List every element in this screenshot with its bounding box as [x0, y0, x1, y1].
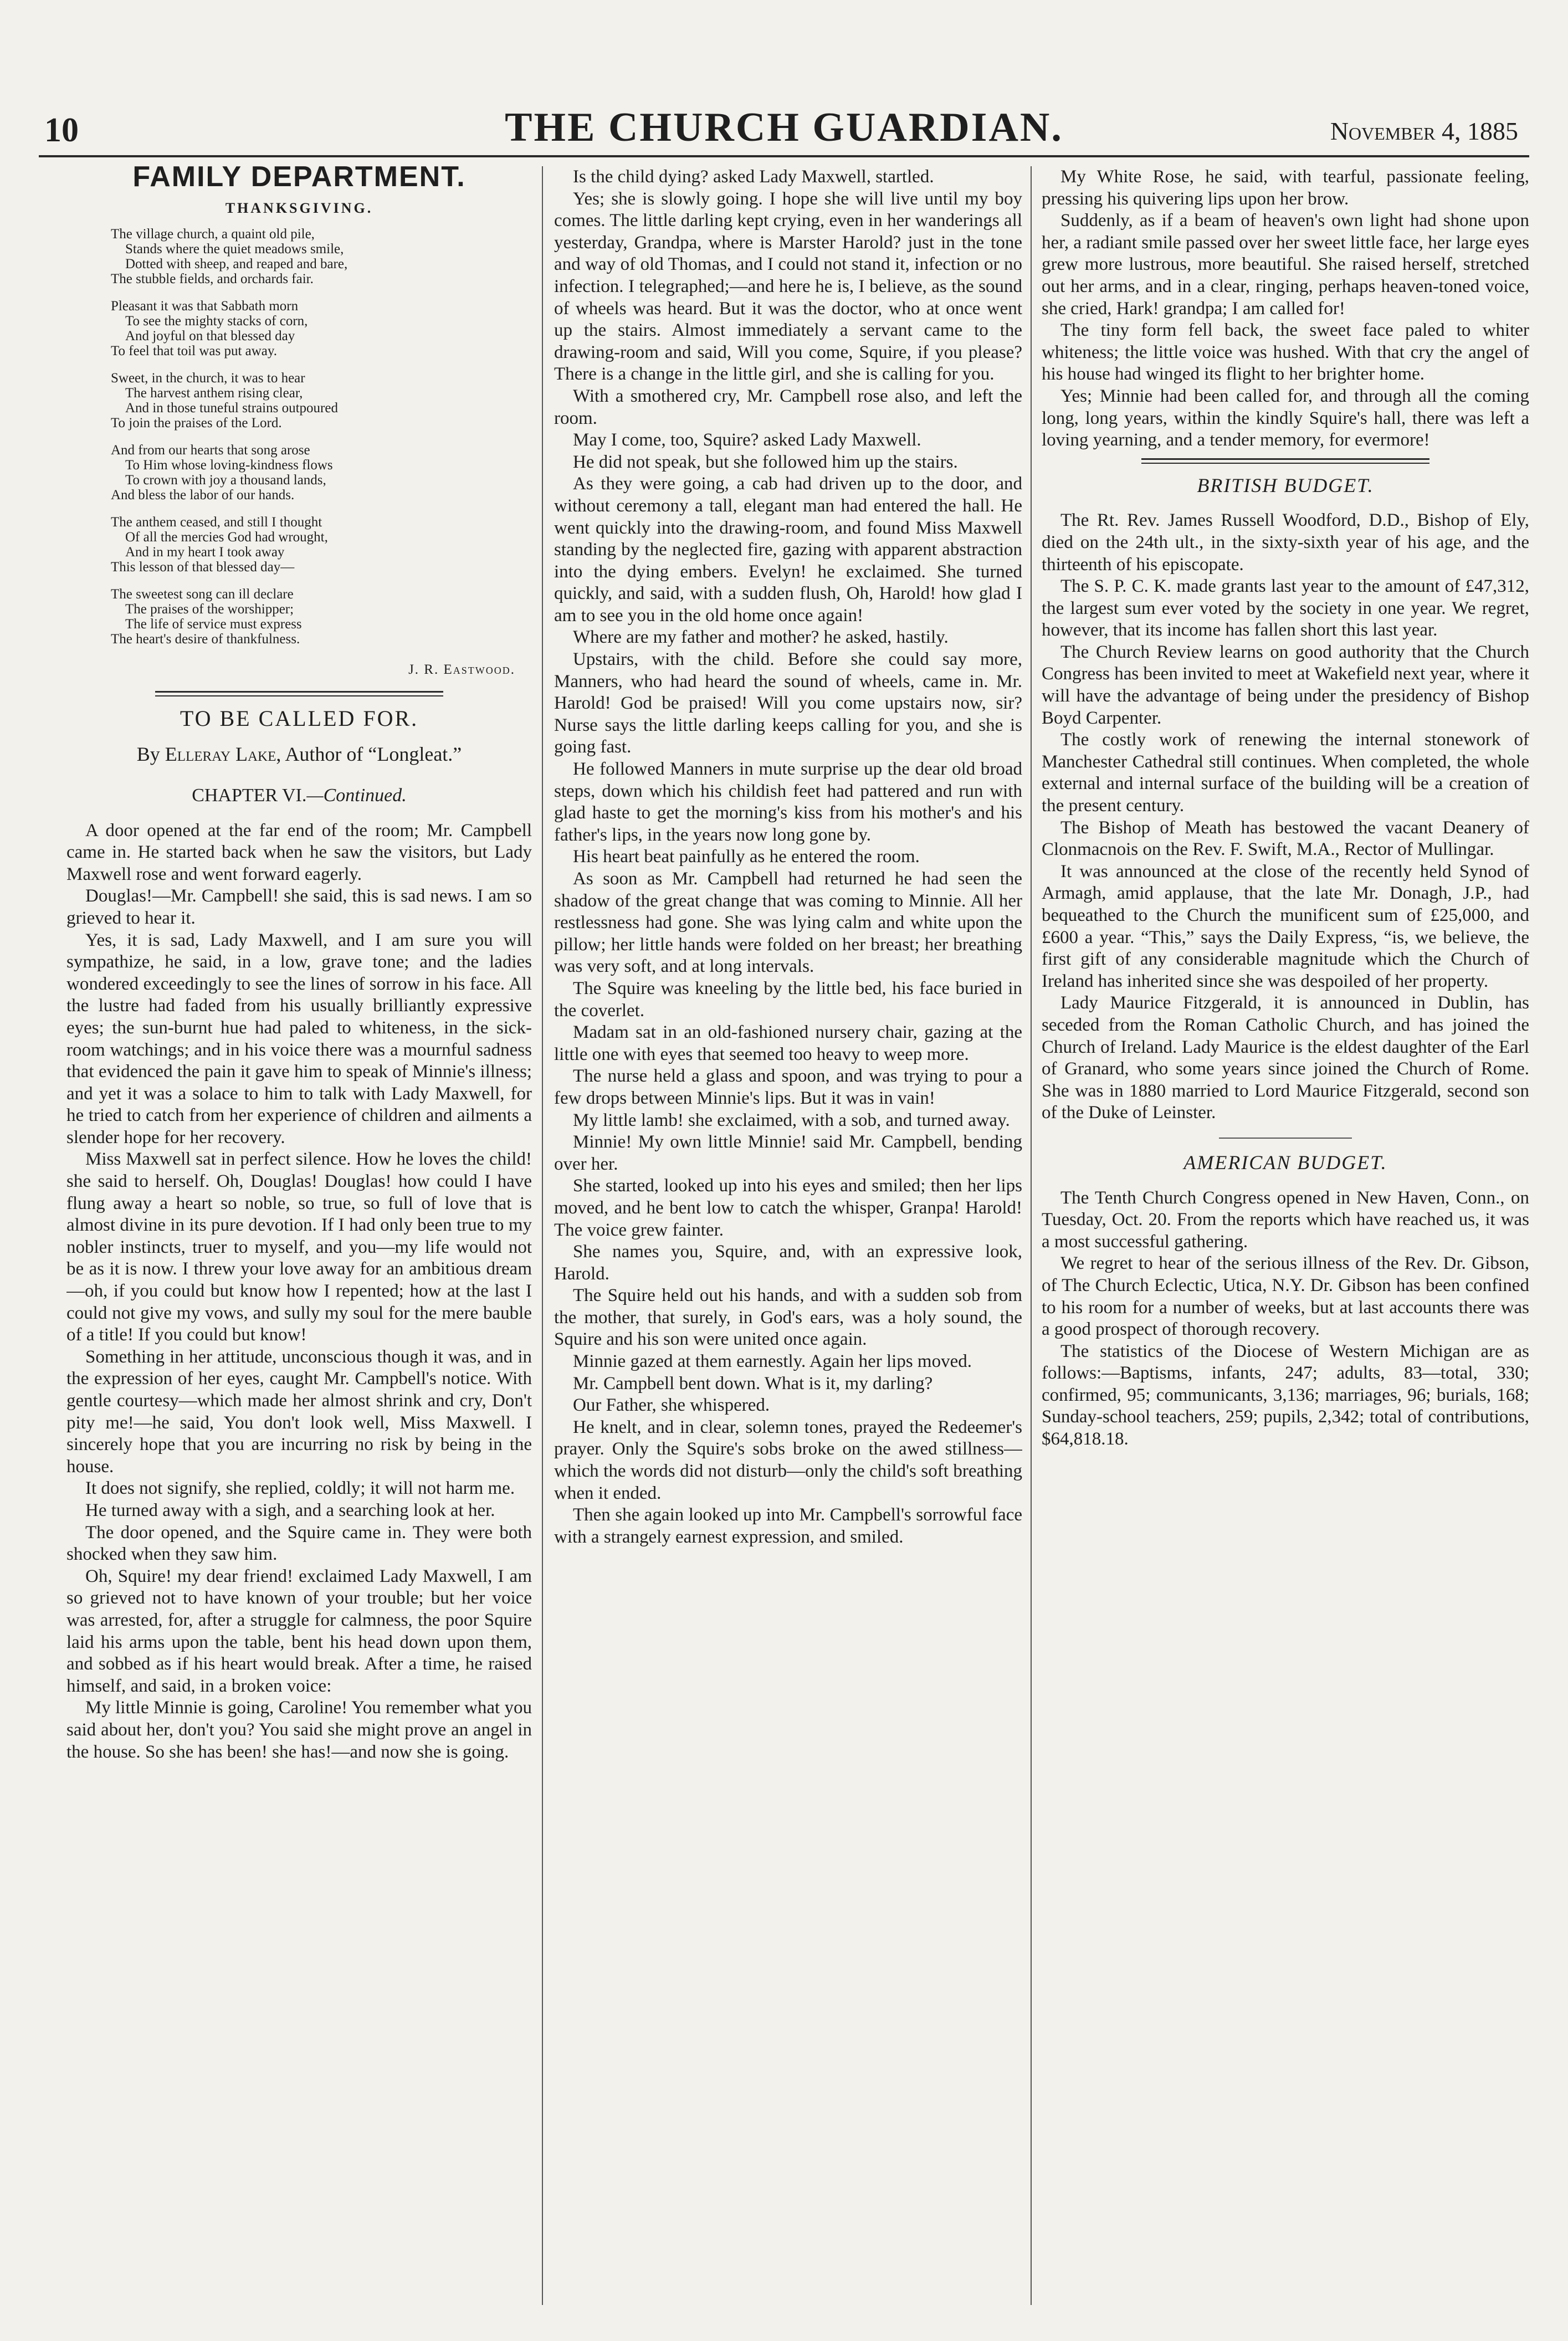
poem-stanza [111, 227, 532, 286]
story-paragraph: Is the child dying? asked Lady Maxwell, startled. [573, 167, 934, 187]
story-paragraph: He did not speak, but she followed him up the stairs. [573, 452, 958, 472]
poem-line: This lesson of that blessed day— [111, 560, 295, 575]
story-paragraph: The nurse held a glass and spoon, and was trying to pour a few drops between Minnie's lips. But it was in vain! [554, 1066, 1022, 1108]
story-paragraph: As they were going, a cab had driven up to the door, and without ceremony a tall, elegant man had entered the hall. He went quickly into the drawing-room, and found Miss Maxwell standing by the neglected fire, gazing with apparent abstraction into the dying embers. Evelyn! he exclaimed. She turned quickly, and said, with a sudden flush, Oh, Harold! how glad I am to see you in the old home once again! [554, 474, 1022, 626]
story-author: Elleray Lake [165, 743, 276, 766]
poem-line: And joyful on that blessed day [125, 329, 295, 344]
news-item: It was announced at the close of the recently held Synod of Armagh, amid applause, that the late Mr. Donagh, J.P., had bequeathed to the Church the munificent sum of £25,000, and £600 a year. “This,” says the Daily Express, “is, we believe, the first gift of any considerable magnitude which the Church of Ireland has inherited since she was despoiled of her property. [1042, 861, 1529, 991]
news-item: The costly work of renewing the internal stonework of Manchester Cathedral still continues. When completed, the whole external and internal surface of the building will be a creation of the present century. [1042, 730, 1529, 816]
story-paragraph: Miss Maxwell sat in perfect silence. How he loves the child! she said to herself. Oh, Douglas! Douglas! how could I have flung away a heart so noble, so true, so full of love that is almost divine in its pure devotion. If I had only been true to my nobler instincts, truer to myself, and you—my life would not be as it is now. I threw your love away for an ambitious dream—oh, if you could but know how I repented; how at the last I could not give my vows, and sully my soul for the mere bauble of a title! If you could but know! [66, 1149, 532, 1345]
story-paragraph: My White Rose, he said, with tearful, passionate feeling, pressing his quivering lips upon her brow. [1042, 167, 1529, 209]
poem-line: Dotted with sheep, and reaped and bare, [125, 257, 348, 272]
poem-author: J. R. Eastwood. [408, 662, 515, 678]
poem-line: To Him whose loving-kindness flows [125, 458, 333, 473]
page-number: 10 [44, 111, 79, 149]
poem-stanza [111, 443, 532, 503]
american-budget-heading: AMERICAN BUDGET. [1183, 1151, 1387, 1174]
news-item: The S. P. C. K. made grants last year to the amount of £47,312, the largest sum ever voted by the society in one year. We regret, however, that its income has fallen short this last year. [1042, 576, 1529, 641]
story-paragraph: My little Minnie is going, Caroline! You remember what you said about her, don't you? You said she might prove an angel in the house. So she has been! she has!—and now she is going. [66, 1698, 532, 1762]
poem-stanza [111, 515, 532, 575]
poem-line: The life of service must express [125, 617, 302, 632]
poem-line: The sweetest song can ill declare [111, 587, 294, 602]
divider [155, 691, 443, 696]
divider [1141, 458, 1429, 464]
poem-line: To join the praises of the Lord. [111, 416, 282, 431]
story-paragraph: She started, looked up into his eyes and smiled; then her lips moved, and he bent low to catch the whisper, Granpa! Harold! The voice grew fainter. [554, 1176, 1022, 1240]
poem-line: The anthem ceased, and still I thought [111, 515, 322, 530]
story-paragraph: His heart beat painfully as he entered the room. [573, 847, 920, 867]
column-1 [66, 166, 532, 2305]
news-item: The Bishop of Meath has bestowed the vacant Deanery of Clonmacnois on the Rev. F. Swift, M.A., Rector of Mullingar. [1042, 817, 1529, 860]
news-item: The Rt. Rev. James Russell Woodford, D.D., Bishop of Ely, died on the 24th ult., in the sixty-sixth year of his age, and the thirteenth of his episcopate. [1042, 510, 1529, 575]
masthead [39, 89, 1529, 157]
story-paragraph: He turned away with a sigh, and a searching look at her. [85, 1500, 495, 1520]
poem-stanza [111, 587, 532, 647]
news-item: The Church Review learns on good authority that the Church Congress has been invited to meet at Wakefield next year, where it will have the advantage of being under the presidency of Bishop Boyd Carpenter. [1042, 642, 1529, 728]
poem [66, 227, 532, 647]
story-paragraph: Yes; Minnie had been called for, and through all the coming long, long years, within the kindly Squire's hall, there was left a loving yearning, and a tender memory, for evermore! [1042, 386, 1529, 450]
story-paragraph: Yes; she is slowly going. I hope she will live until my boy comes. The little darling kept crying, even in her wanderings all yesterday, Grandpa, where is Marster Harold? just in the tone and way of old Thomas, and I could not stand it, infection or no infection. I telegraphed;—and here he is, I believe, as the sound of wheels was heard. But it was the doctor, who at once went up the stairs. Almost immediately a servant came to the drawing-room and said, Will you come, Squire, if you please? There is a change in the little girl, and she is calling for you. [554, 188, 1022, 385]
poem-line: To see the mighty stacks of corn, [125, 314, 308, 329]
chapter-heading [66, 785, 532, 807]
story-paragraph: With a smothered cry, Mr. Campbell rose also, and left the room. [554, 386, 1022, 428]
issue-date: November 4, 1885 [1330, 117, 1518, 145]
story-paragraph: He knelt, and in clear, solemn tones, prayed the Redeemer's prayer. Only the Squire's sobs broke on the awed stillness—which the words did not disturb—only the child's soft breathing when it ended. [554, 1417, 1022, 1503]
poem-line: And in those tuneful strains outpoured [125, 401, 338, 416]
poem-line: The village church, a quaint old pile, [111, 227, 315, 242]
news-item: The statistics of the Diocese of Western Michigan are as follows:—Baptisms, infants, 247; adults, 83—total, 330; confirmed, 95; communicants, 3,136; marriages, 96; burials, 168; Sunday-school teachers, 259; pupils, 2,342; total of contributions, $64,818.18. [1042, 1341, 1529, 1449]
story-paragraph: He followed Manners in mute surprise up the dear old broad steps, down which his childish feet had pattered and run with glad haste to get the morning's kiss from his mother's and his father's lips, in the years now long gone by. [554, 759, 1022, 845]
poem-stanza [111, 371, 532, 431]
british-budget-heading: BRITISH BUDGET. [1197, 474, 1374, 496]
story-paragraph: My little lamb! she exclaimed, with a sob, and turned away. [573, 1110, 1010, 1130]
story-paragraph: Minnie gazed at them earnestly. Again her lips moved. [573, 1351, 972, 1372]
poem-line: The heart's desire of thankfulness. [111, 632, 300, 647]
poem-line: The harvest anthem rising clear, [125, 386, 303, 401]
column-3 [1042, 166, 1529, 2305]
news-item: The Tenth Church Congress opened in New Haven, Conn., on Tuesday, Oct. 20. From the reports which have reached us, it was a most successful gathering. [1042, 1187, 1529, 1252]
story-text-part-1 [66, 820, 532, 1764]
story-paragraph: May I come, too, Squire? asked Lady Maxwell. [573, 430, 921, 450]
poem-line: And bless the labor of our hands. [111, 488, 295, 503]
poem-line: Of all the mercies God had wrought, [125, 530, 328, 545]
story-paragraph: The Squire was kneeling by the little bed, his face buried in the coverlet. [554, 978, 1022, 1021]
family-department-heading: FAMILY DEPARTMENT. [132, 166, 466, 193]
divider [1219, 1138, 1352, 1139]
story-paragraph: Yes, it is sad, Lady Maxwell, and I am sure you will sympathize, he said, in a low, grave tone; and the ladies wondered exceedingly to see the lines of sorrow in his face. All the lustre had faded from his usually brilliantly expressive eyes; the sun-burnt hue had paled to whiteness, in the sick-room watchings; and in his voice there was a mournful sadness that evidenced the pain it gave him to speak of Minnie's illness; and yet it was a solace to him to talk with Lady Maxwell, for he tried to catch from her experience of children and ailments a slender hope for her recovery. [66, 930, 532, 1148]
poem-line: Pleasant it was that Sabbath morn [111, 299, 299, 314]
poem-line: Stands where the quiet meadows smile, [125, 242, 344, 257]
story-paragraph: Madam sat in an old-fashioned nursery chair, gazing at the little one with eyes that seemed too heavy to weep more. [554, 1022, 1022, 1064]
story-paragraph: She names you, Squire, and, with an expressive look, Harold. [554, 1242, 1022, 1284]
story-text-part-2 [554, 166, 1022, 1548]
column-rule [1031, 166, 1032, 2305]
story-paragraph: Then she again looked up into Mr. Campbell's sorrowful face with a strangely earnest expression, and smiled. [554, 1505, 1022, 1547]
news-item: Lady Maurice Fitzgerald, it is announced in Dublin, has seceded from the Roman Catholic Church, and has joined the Church of Ireland. Lady Maurice is the eldest daughter of the Earl of Granard, who some years since joined the Church of Rome. She was in 1880 married to Lord Maurice Fitzgerald, second son of the Duke of Leinster. [1042, 993, 1529, 1123]
column-2 [554, 166, 1022, 2305]
story-paragraph: Something in her attitude, unconscious though it was, and in the expression of her eyes, caught Mr. Campbell's notice. With gentle courtesy—which made her almost shrink and cry, Don't pity me!—he said, You don't look well, Miss Maxwell. I sincerely hope that you are incurring no risk by being in the house. [66, 1346, 532, 1477]
poem-stanza [111, 299, 532, 358]
story-paragraph: Minnie! My own little Minnie! said Mr. Campbell, bending over her. [554, 1132, 1022, 1174]
poem-line: And from our hearts that song arose [111, 443, 310, 458]
story-paragraph: The door opened, and the Squire came in. They were both shocked when they saw him. [66, 1522, 532, 1565]
story-paragraph: Oh, Squire! my dear friend! exclaimed Lady Maxwell, I am so grieved not to have known of your trouble; but her voice was arrested, for, after a struggle for calmness, the poor Squire laid his arms upon the table, bent his head down upon them, and sobbed as if his heart would break. After a time, he raised himself, and said, in a broken voice: [66, 1566, 532, 1696]
story-paragraph: The Squire held out his hands, and with a sudden sob from the mother, that surely, in God's ears, was a holy sound, the Squire and his son were united once again. [554, 1285, 1022, 1350]
poem-line: To feel that toil was put away. [111, 344, 278, 359]
chapter-number: CHAPTER VI. [192, 785, 307, 806]
story-byline [66, 744, 532, 766]
chapter-note: —Continued. [306, 785, 407, 806]
poem-line: To crown with joy a thousand lands, [125, 473, 326, 488]
story-paragraph: A door opened at the far end of the room; Mr. Campbell came in. He started back when he saw the visitors, but Lady Maxwell rose and went forward eagerly. [66, 820, 532, 884]
story-paragraph: Douglas!—Mr. Campbell! she said, this is sad news. I am so grieved to hear it. [66, 886, 532, 928]
british-budget-items [1042, 510, 1529, 1124]
story-paragraph: Where are my father and mother? he asked, hastily. [573, 627, 949, 648]
story-paragraph: Suddenly, as if a beam of heaven's own light had shone upon her, a radiant smile passed over her sweet little face, her large eyes grew more lustrous, more beautiful. She raised herself, stretched out her arms, and in a clear, ringing, perhaps heaven-toned voice, she cried, Hark! grandpa; I am called for! [1042, 211, 1529, 319]
story-title: TO BE CALLED FOR. [180, 705, 419, 731]
column-rule [542, 166, 543, 2305]
story-paragraph: Our Father, she whispered. [573, 1395, 770, 1416]
byline-suffix: , Author of “Longleat.” [276, 743, 462, 766]
story-paragraph: Upstairs, with the child. Before she could say more, Manners, who had heard the sound of wheels, came in. Mr. Harold! God be praised! Will you come upstairs now, sir? Nurse says the little darling keeps calling for you, and she is going fast. [554, 649, 1022, 757]
story-paragraph: As soon as Mr. Campbell had returned he had seen the shadow of the great change that was coming to Minnie. All her restlessness had gone. She was lying calm and white upon the pillow; her little hands were folded on her breast; her breathing was very soft, and at long intervals. [554, 869, 1022, 977]
poem-line: The stubble fields, and orchards fair. [111, 272, 314, 287]
poem-title: THANKSGIVING. [225, 199, 373, 216]
news-item: We regret to hear of the serious illness of the Rev. Dr. Gibson, of The Church Eclectic, Utica, N.Y. Dr. Gibson has been confined to his room for a number of weeks, but at last accounts there was a good prospect of thorough recovery. [1042, 1253, 1529, 1340]
story-text-part-3 [1042, 166, 1529, 452]
poem-line: And in my heart I took away [125, 545, 285, 560]
newspaper-title: THE CHURCH GUARDIAN. [505, 105, 1063, 150]
story-paragraph: The tiny form fell back, the sweet face paled to whiter whiteness; the little voice was hushed. With that cry the angel of his house had winged its flight to her brighter home. [1042, 320, 1529, 385]
american-budget-items [1042, 1187, 1529, 1451]
poem-line: The praises of the worshipper; [125, 602, 294, 617]
story-paragraph: Mr. Campbell bent down. What is it, my darling? [573, 1373, 933, 1394]
story-paragraph: It does not signify, she replied, coldly; it will not harm me. [85, 1478, 515, 1499]
poem-line: Sweet, in the church, it was to hear [111, 371, 305, 386]
byline-prefix: By [136, 743, 160, 766]
